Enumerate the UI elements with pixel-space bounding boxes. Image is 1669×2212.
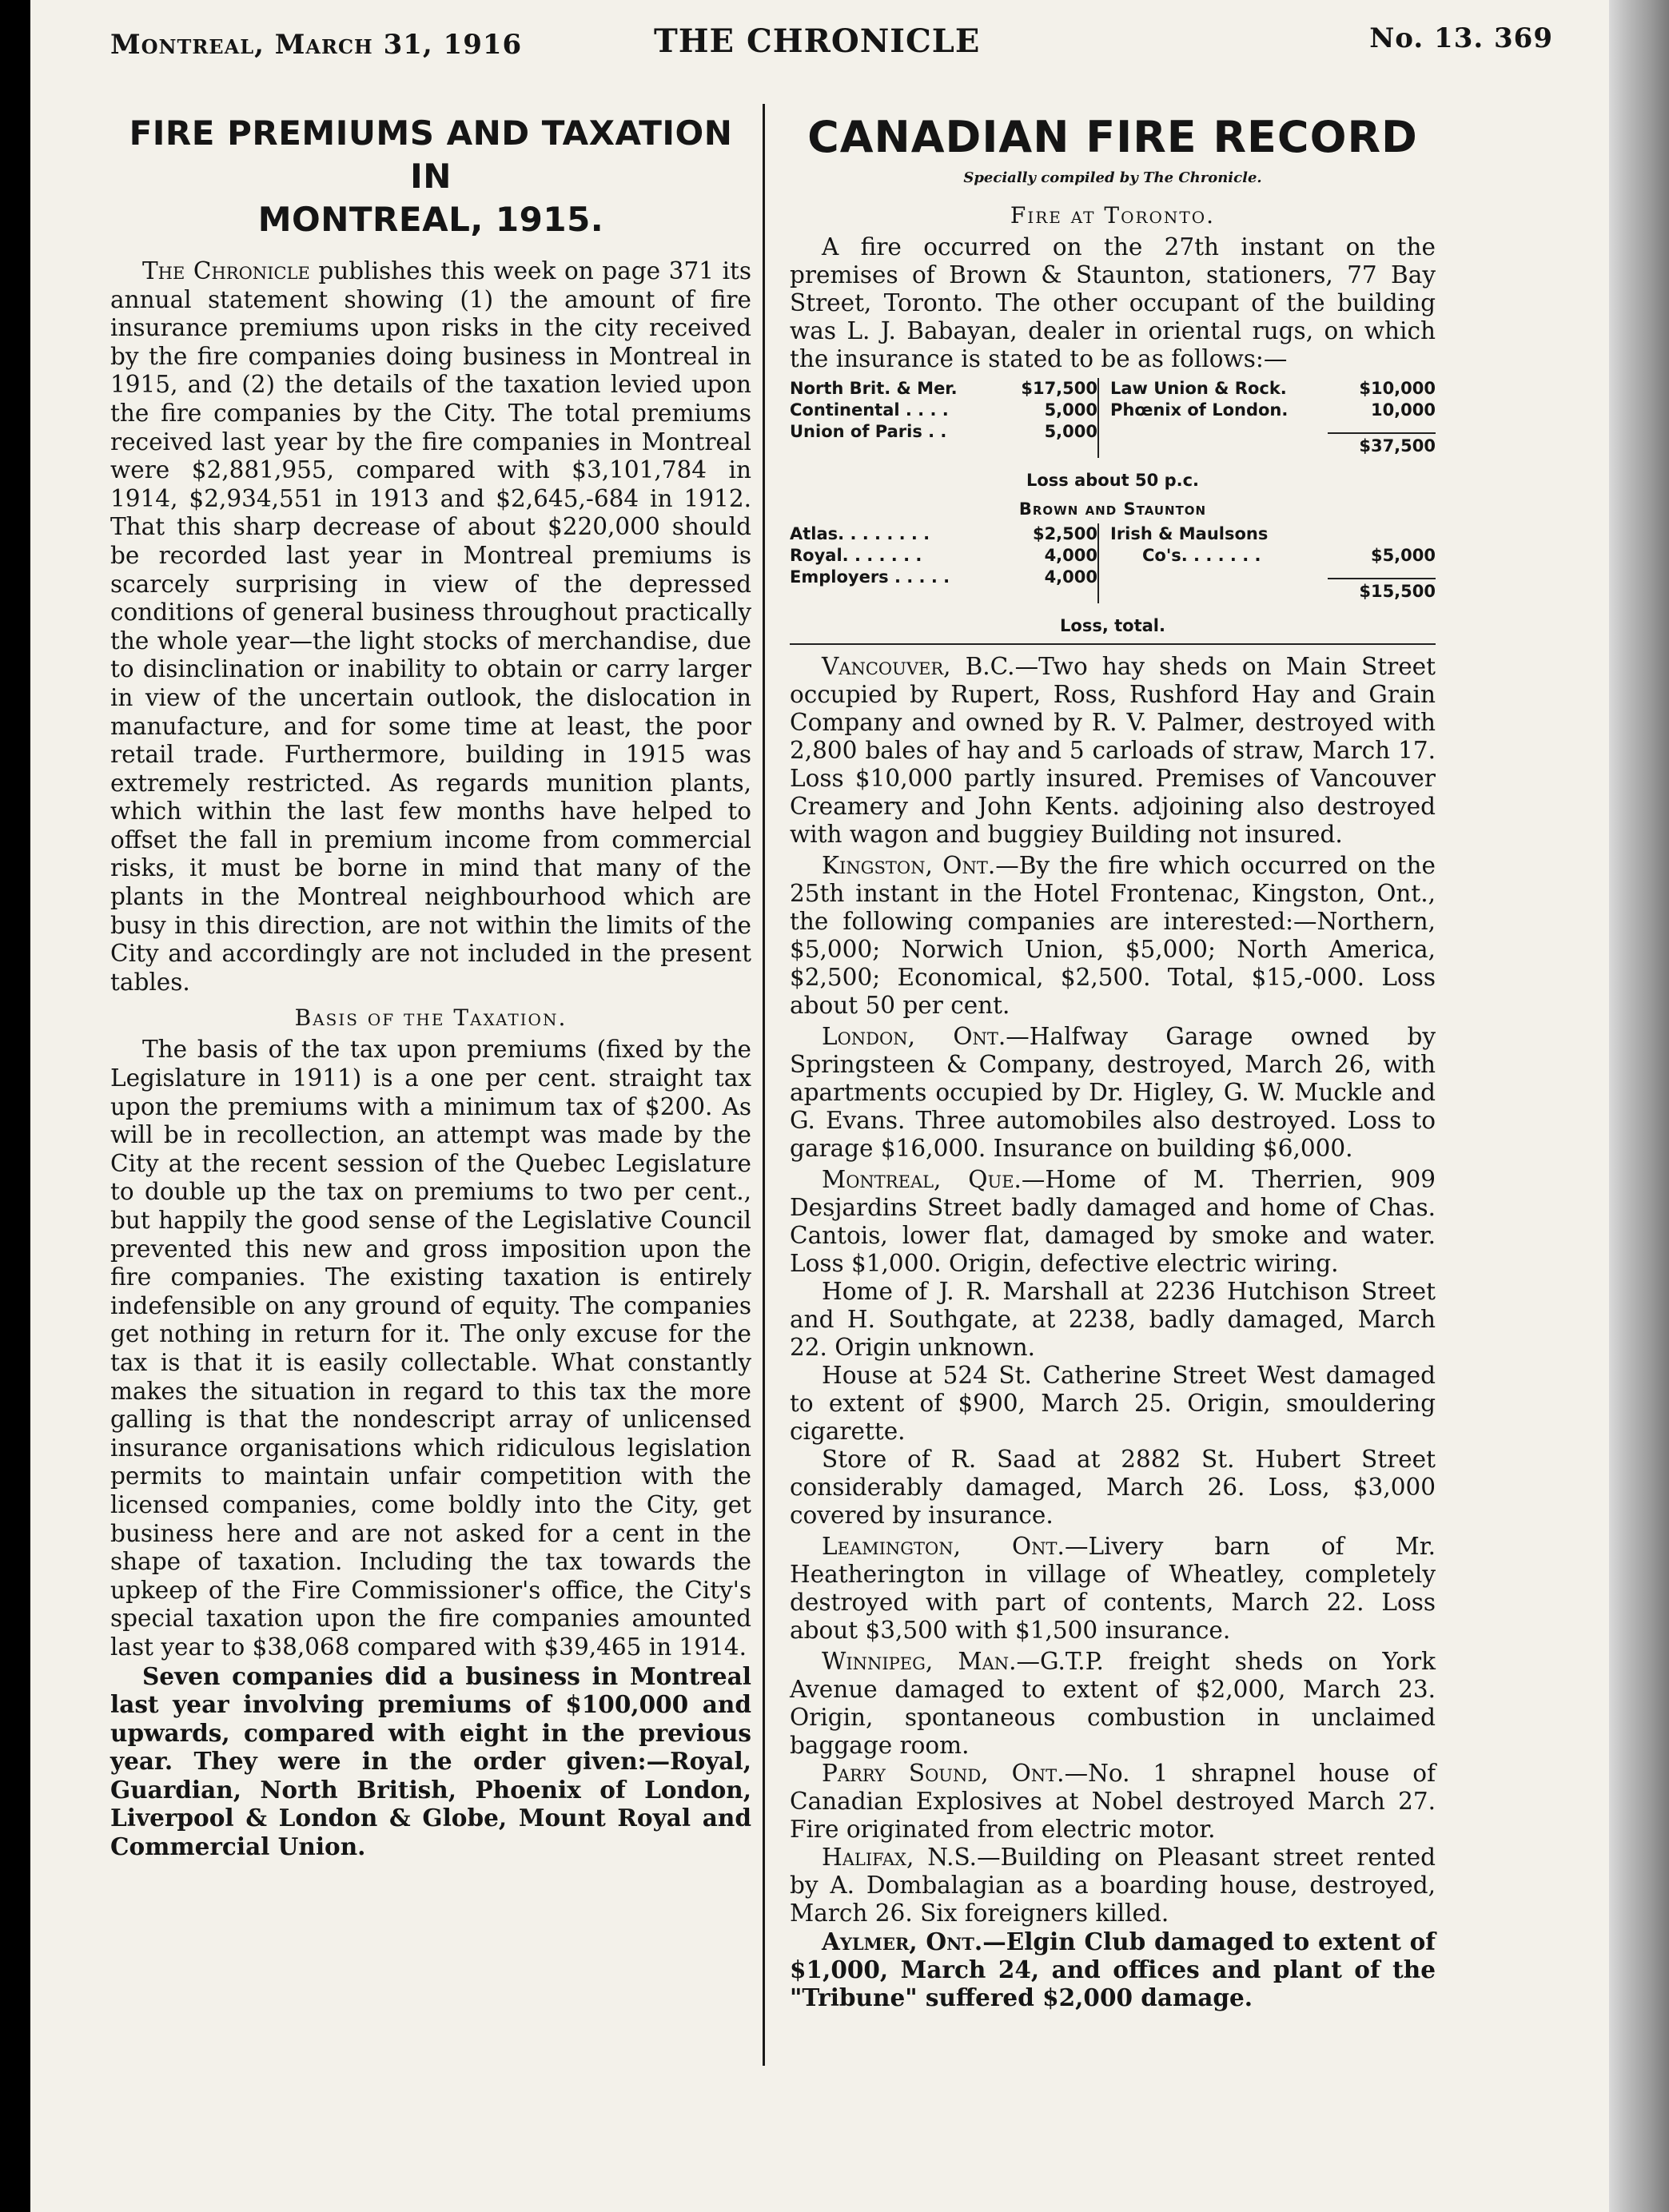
publication-name: The Chronicle (142, 257, 310, 284)
table-cell: Continental . . . . (790, 400, 949, 420)
table-cell: —Elgin Club damaged to extent of $1,000, March 24, and offices and plant of the "Tribune" suffered $2,000 damage. (790, 1928, 1436, 2011)
toronto-heading: Fire at Toronto. (1010, 202, 1216, 229)
fire-item-parry-sound (790, 1760, 1436, 1844)
left-subheading: Basis of the Taxation. (294, 1005, 568, 1032)
table2-loss: Loss, total. (1060, 616, 1165, 635)
table2-heading: Brown and Staunton (1018, 499, 1207, 519)
table-cell: Atlas. . . . . . . . (790, 524, 930, 543)
table-cell: $10,000 (1359, 379, 1436, 398)
table-row (790, 421, 1097, 443)
table-cell: Irish & Maulsons (1110, 524, 1269, 543)
table-row (790, 378, 1097, 400)
table-cell: 5,000 (1044, 422, 1097, 441)
table-cell: Montreal, Que. (822, 1166, 1022, 1193)
title-line-2: MONTREAL, 1915. (257, 200, 604, 239)
table-row (1110, 545, 1436, 567)
newspaper-page (30, 0, 1609, 2212)
left-paragraph-1-text: publishes this week on page 371 its annual statement showing (1) the amount of fire insurance premiums upon risks in the city received by the fire companies doing business in Montreal in 1915, and (2) the details of the taxation levied upon the fire companies by the City. The total premiums received last year by the fire companies in Montreal were $2,881,955, compared with $3,101,784 in 1914, $2,934,551 in 1913 and $2,645,-684 in 1912. That this sharp decrease of about $220,000 should be recorded last year in Montreal premiums is scarcely surprising in view of the depressed conditions of general business throughout practically the whole year—the light stocks of merchandise, due to disinclination or inability to obtain or carry larger in view of the uncertain outlook, the dislocation in manufacture, and for some time at least, the poor retail trade. Furthermore, building in 1915 was extremely restricted. As regards munition plants, which within the last few months have helped to offset the fall in premium income from commercial risks, it must be borne in mind that many of the plants in the Montreal neighbourhood which are busy in this direction, are not within the limits of the City and accordingly are not included in the present tables. (110, 257, 751, 996)
table-cell: 10,000 (1370, 400, 1436, 420)
table-cell: —No. 1 shrapnel house of Canadian Explosives at Nobel destroyed March 27. Fire originated from electric motor. (790, 1760, 1436, 1843)
fire-item-halifax (790, 1844, 1436, 1928)
table-cell: House at 524 St. Catherine Street West damaged to extent of $900, March 25. Origin, smouldering cigarette. (790, 1362, 1436, 1445)
table-cell: —Building on Pleasant street rented by A. Dombalagian as a boarding house, destroyed, March 26. Six foreigners killed. (790, 1844, 1436, 1927)
table-cell: 4,000 (1044, 546, 1097, 565)
right-article-title: CANADIAN FIRE RECORD (807, 112, 1418, 162)
header-page-number: No. 13. 369 (1369, 22, 1553, 54)
page-edge-shadow (1609, 0, 1669, 2212)
table-cell: Employers . . . . . (790, 567, 950, 587)
table-cell: —Halfway Garage owned by Springsteen & Company, destroyed, March 26, with apartments occupied by Dr. Higley, G. W. Muckle and G. Evans. Three automobiles also destroyed. Loss to garage $16,000. Insurance on building $6,000. (790, 1023, 1436, 1162)
table-cell: Parry Sound, Ont. (822, 1760, 1065, 1787)
article-credit: Specially compiled by The Chronicle. (963, 169, 1262, 186)
toronto-paragraph: A fire occurred on the 27th instant on the premises of Brown & Staunton, stationers, 77 Bay Street, Toronto. The other occupant of the building was L. J. Babayan, dealer in oriental rugs, on which the insurance is stated to be as follows:— (790, 233, 1436, 372)
table-cell: 5,000 (1044, 400, 1097, 420)
table-row (790, 567, 1097, 588)
toronto-insurance-table (790, 378, 1436, 635)
table-cell: $2,500 (1032, 524, 1097, 543)
table-cell: North Brit. & Mer. (790, 379, 958, 398)
table2-total: $15,500 (1328, 578, 1436, 603)
table1-loss: Loss about 50 p.c. (1026, 471, 1200, 490)
table-cell: London, Ont. (822, 1023, 1006, 1050)
left-paragraph-2: The basis of the tax upon premiums (fixed by the Legislature in 1911) is a one per cent. straight tax upon the premiums with a minimum tax of $200. As will be in recollection, an attempt was made by the City at the recent session of the Quebec Legislature to double up the tax on premiums to two per cent., but happily the good sense of the Legislative Council prevented this new and gross imposition upon the fire companies. The existing taxation is entirely indefensible on any ground of equity. The companies get nothing in return for it. The only excuse for the tax is that it is easily collectable. What constantly makes the situation in regard to this tax the more galling is that the nondescript array of unlicensed insurance organisations which ridiculous legislation permits to maintain unfair competition with the licensed companies, come boldly into the City, get business here and are not asked for a cent in the shape of taxation. Including the tax towards the upkeep of the Fire Commissioner's office, the City's special taxation upon the fire companies amounted last year to $38,068 compared with $39,465 in 1914. (110, 1036, 751, 1661)
table-row (1110, 523, 1436, 545)
left-paragraph-1 (110, 257, 751, 997)
fire-item-montreal (790, 1166, 1436, 1278)
table-cell: Vancouver, B.C. (822, 653, 1015, 680)
table-row (790, 545, 1097, 567)
fire-item-montreal-4 (790, 1446, 1436, 1530)
table-cell: Aylmer, Ont. (822, 1928, 983, 1955)
fire-item-kingston (790, 852, 1436, 1020)
table-cell: Royal. . . . . . . (790, 546, 922, 565)
table-row (790, 523, 1097, 545)
table-cell: Kingston, Ont. (822, 852, 996, 879)
table-cell: Phœnix of London. (1110, 400, 1289, 420)
header-date: Montreal, March 31, 1916 (110, 29, 523, 61)
table-cell: —G.T.P. freight sheds on York Avenue damaged to extent of $2,000, March 23. Origin, spontaneous combustion in unclaimed baggage room. (790, 1648, 1436, 1759)
table-cell: Home of J. R. Marshall at 2236 Hutchison Street and H. Southgate, at 2238, badly damaged, March 22. Origin unknown. (790, 1278, 1436, 1361)
table-cell: Co's. . . . . . . (1142, 546, 1261, 565)
table-row (790, 400, 1097, 421)
table1-right (1097, 378, 1436, 458)
header-title: THE CHRONICLE (654, 22, 981, 60)
right-column (790, 112, 1436, 2011)
table-cell: Halifax, N.S. (822, 1844, 978, 1871)
page-header (110, 22, 1553, 85)
table-cell: 4,000 (1044, 567, 1097, 587)
section-divider (790, 643, 1436, 645)
table-cell: Leamington, Ont. (822, 1533, 1065, 1560)
column-divider (763, 104, 765, 2066)
table-cell: Store of R. Saad at 2882 St. Hubert Street considerably damaged, March 26. Loss, $3,000 covered by insurance. (790, 1446, 1436, 1529)
table-cell: Law Union & Rock. (1110, 379, 1287, 398)
table-cell: —Home of M. Therrien, 909 Desjardins Street badly damaged and home of Chas. Cantois, lower flat, damaged by smoke and water. Loss $1,000. Origin, defective electric wiring. (790, 1166, 1436, 1277)
fire-item-winnipeg (790, 1648, 1436, 1760)
fire-item-aylmer (790, 1928, 1436, 2011)
table-cell: $17,500 (1021, 379, 1097, 398)
table-cell: Winnipeg, Man. (822, 1648, 1017, 1675)
left-article-title (110, 112, 751, 241)
fire-item-montreal-2 (790, 1278, 1436, 1362)
left-column (110, 112, 751, 1861)
table-cell: —By the fire which occurred on the 25th instant in the Hotel Frontenac, Kingston, Ont., the following companies are interested:—Northern, $5,000; Norwich Union, $5,000; North America, $2,500; Economical, $2,500. Total, $15,-000. Loss about 50 per cent. (790, 852, 1436, 1019)
table-row (1110, 378, 1436, 400)
table2-left (790, 523, 1097, 603)
fire-item-montreal-3 (790, 1362, 1436, 1446)
table-cell: Union of Paris . . (790, 422, 947, 441)
table-cell: $5,000 (1370, 546, 1436, 565)
title-line-1: FIRE PREMIUMS AND TAXATION IN (129, 113, 733, 196)
fire-item-vancouver (790, 653, 1436, 849)
fire-item-london (790, 1023, 1436, 1163)
left-paragraph-3: Seven companies did a business in Montreal last year involving premiums of $100,000 and upwards, compared with eight in the previous year. They were in the order given:—Royal, Guardian, North British, Phoenix of London, Liverpool & London & Globe, Mount Royal and Commercial Union. (110, 1661, 751, 1861)
fire-item-leamington (790, 1533, 1436, 1645)
table-row (1110, 400, 1436, 421)
table1-total: $37,500 (1328, 432, 1436, 458)
table2-right (1097, 523, 1436, 603)
table1-left (790, 378, 1097, 458)
table-cell: —Livery barn of Mr. Heatherington in village of Wheatley, completely destroyed with part of contents, March 22. Loss about $3,500 with $1,500 insurance. (790, 1533, 1436, 1644)
table-cell: —Two hay sheds on Main Street occupied by Rupert, Ross, Rushford Hay and Grain Company and owned by R. V. Palmer, destroyed with 2,800 bales of hay and 5 carloads of straw, March 17. Loss $10,000 partly insured. Premises of Vancouver Creamery and John Kents. adjoining also destroyed with wagon and buggiey Building not insured. (790, 653, 1436, 848)
